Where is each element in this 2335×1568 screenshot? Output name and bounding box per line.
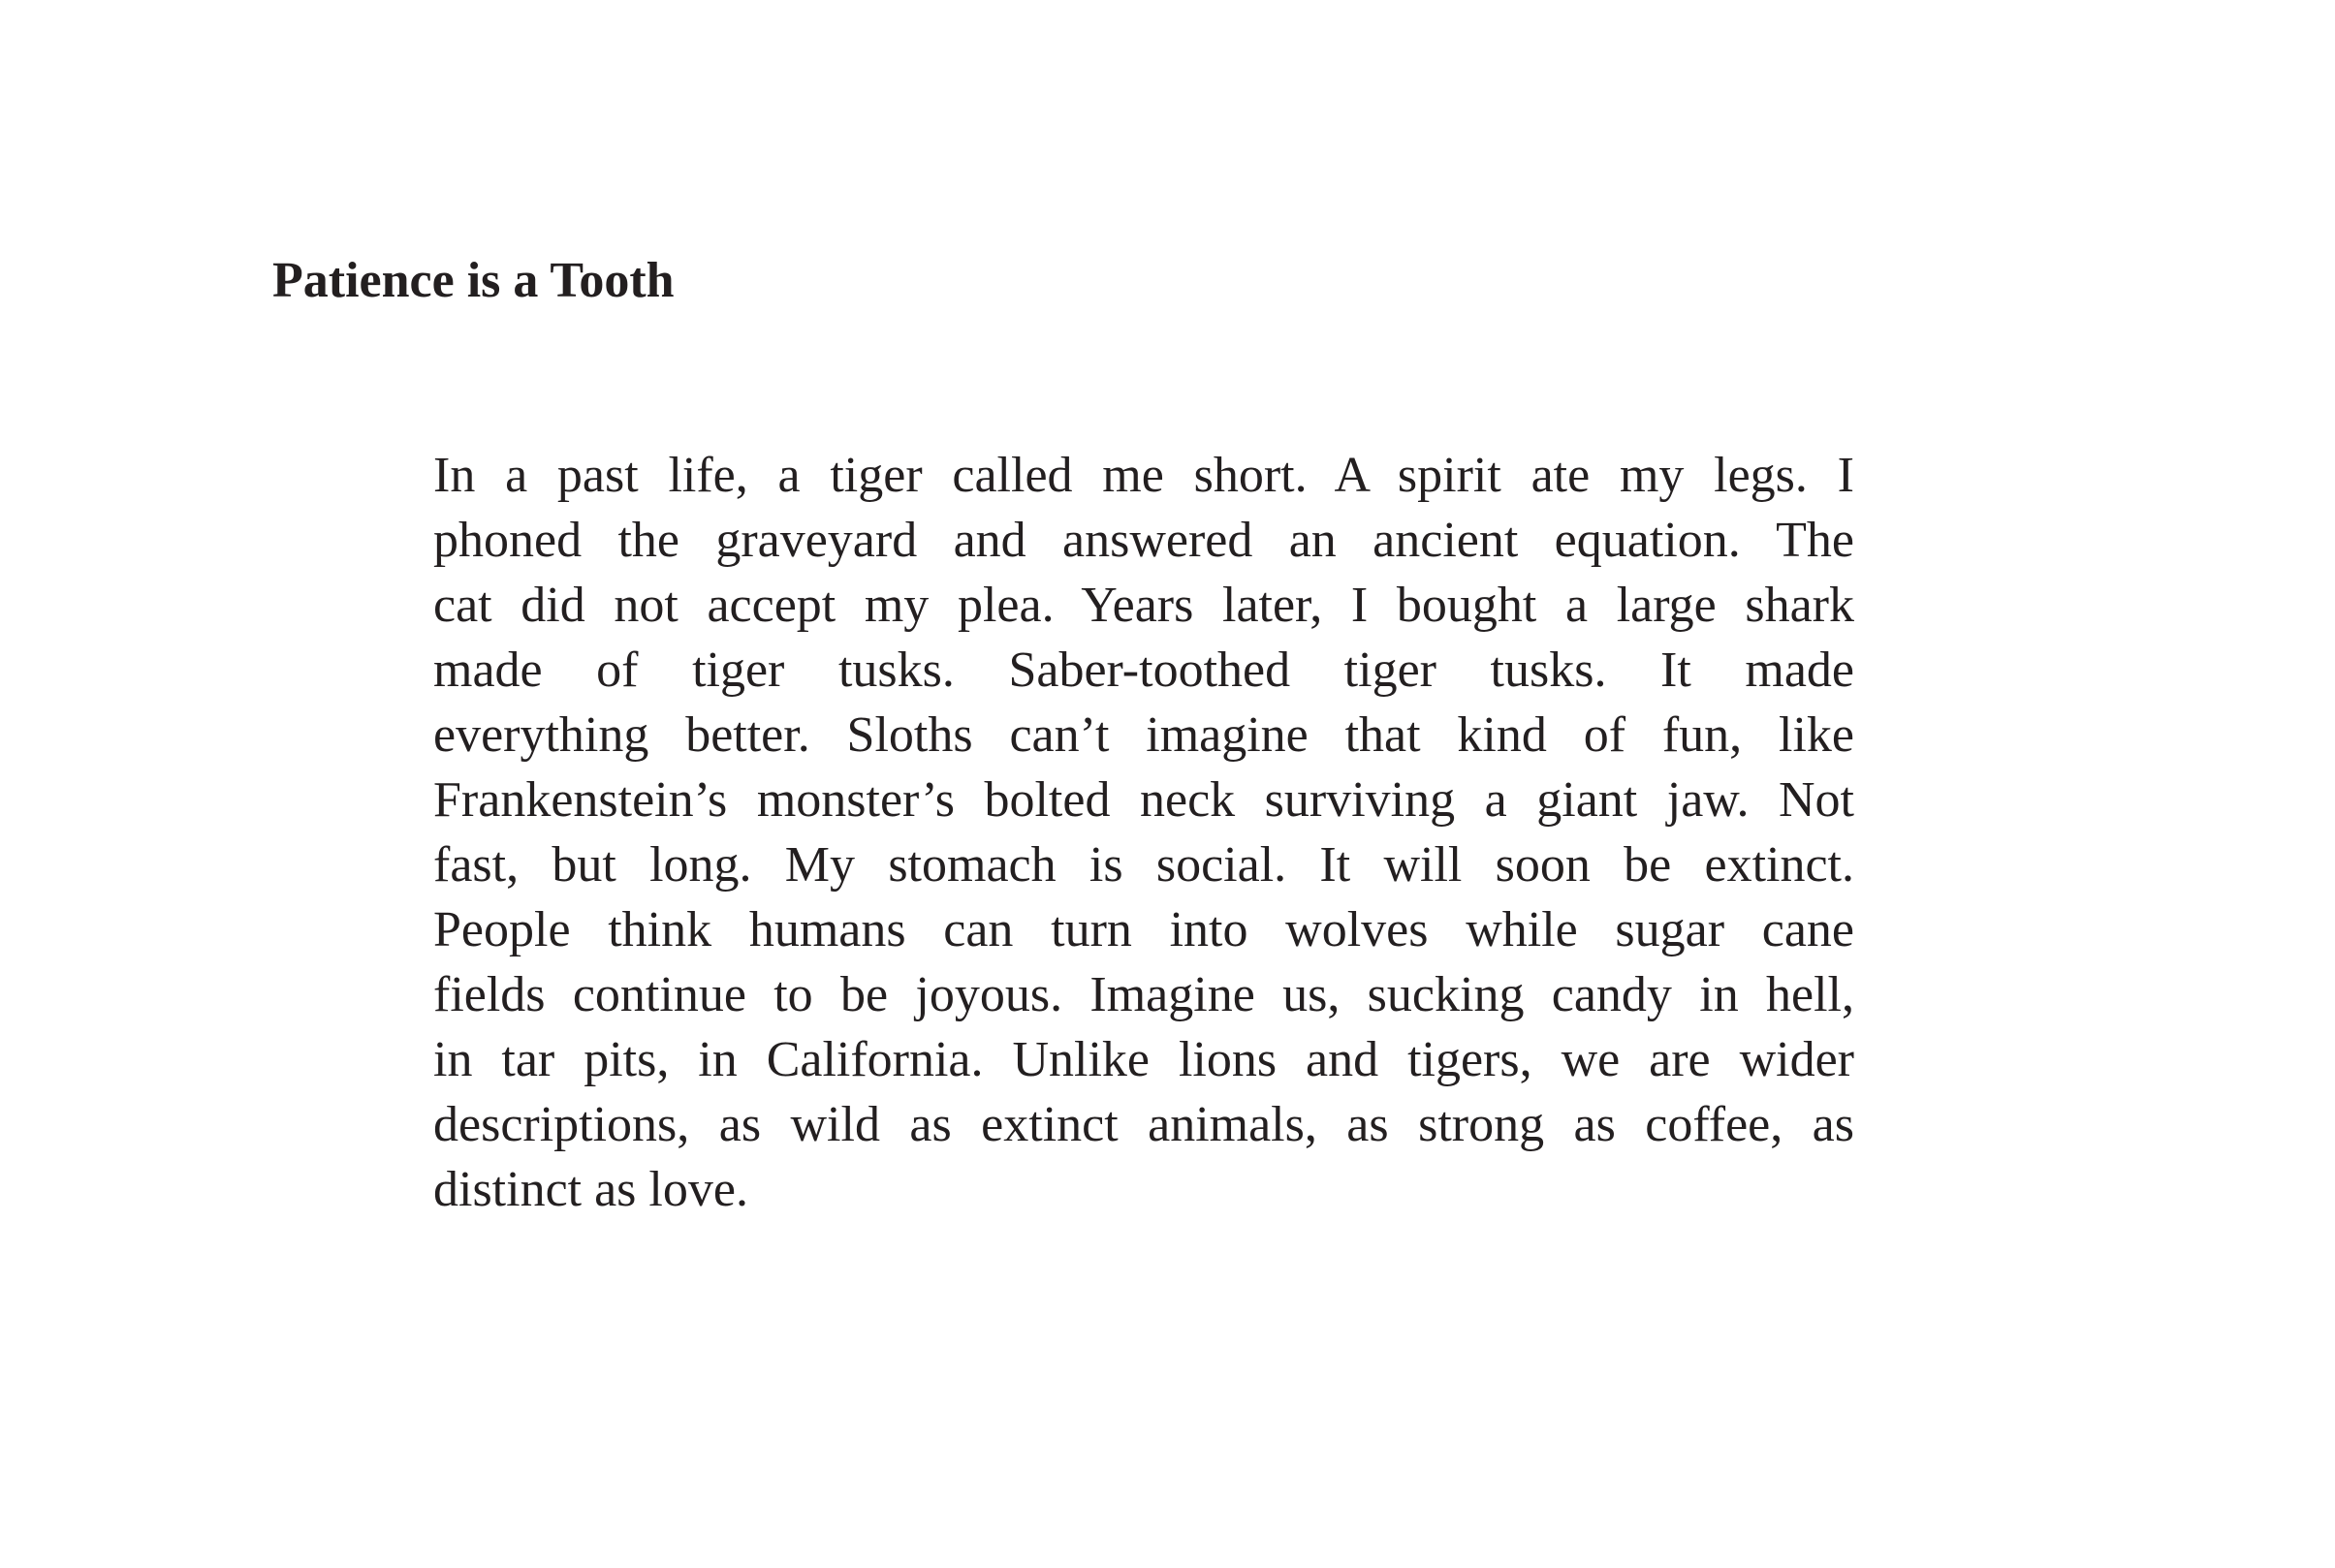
poem-line: People think humans can turn into wolves while sugar cane bbox=[433, 902, 1854, 957]
poem-line: cat did not accept my plea. Years later, I bought a large shark bbox=[433, 578, 1854, 633]
poem-line: phoned the graveyard and answered an ancient equation. The bbox=[433, 513, 1854, 568]
poem-line: fields continue to be joyous. Imagine us, sucking candy in hell, bbox=[433, 967, 1854, 1022]
poem-line: everything better. Sloths can’t imagine that kind of fun, like bbox=[433, 707, 1854, 763]
poem-line-last: distinct as love. bbox=[433, 1162, 748, 1217]
poem-line: in tar pits, in California. Unlike lions and tigers, we are wider bbox=[433, 1032, 1854, 1087]
poem-line: fast, but long. My stomach is social. It will soon be extinct. bbox=[433, 837, 1854, 893]
poem-line: In a past life, a tiger called me short. A spirit ate my legs. I bbox=[433, 448, 1854, 503]
poem-line: descriptions, as wild as extinct animals, as strong as coffee, as bbox=[433, 1097, 1854, 1152]
poem-title: Patience is a Tooth bbox=[272, 253, 675, 308]
poem-line: Frankenstein’s monster’s bolted neck surviving a giant jaw. Not bbox=[433, 772, 1854, 828]
poem-body bbox=[433, 443, 1854, 1222]
poem-line: made of tiger tusks. Saber-toothed tiger tusks. It made bbox=[433, 643, 1854, 698]
